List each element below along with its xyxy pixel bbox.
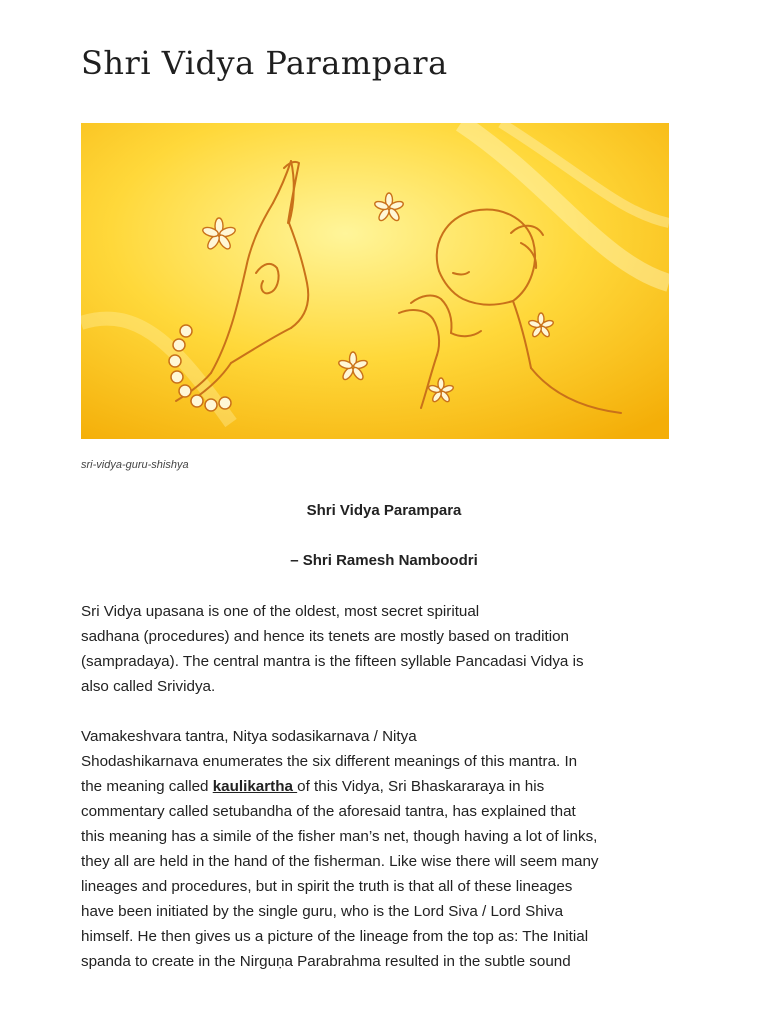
paragraph-line: this meaning has a simile of the fisher man’s net, though having a lot of links,	[81, 828, 598, 845]
kaulikartha-link[interactable]: kaulikartha	[212, 778, 298, 795]
paragraph-line: Vamakeshvara tantra, Nitya sodasikarnava / Nitya	[81, 728, 417, 745]
paragraph-line: spanda to create in the Nirguṇa Parabrahma resulted in the subtle sound	[81, 953, 571, 970]
paragraph-line: (sampradaya). The central mantra is the fifteen syllable Pancadasi Vidya is	[81, 653, 584, 670]
paragraph-line-with-link	[81, 774, 691, 799]
paragraph-line: commentary called setubandha of the aforesaid tantra, has explained that	[81, 803, 576, 820]
link-prefix-text: the meaning called	[81, 778, 213, 795]
article-author: – Shri Ramesh Namboodri	[290, 552, 478, 569]
guru-shishya-illustration	[81, 123, 669, 439]
image-caption: sri-vidya-guru-shishya	[81, 459, 189, 471]
paragraph-line: they all are held in the hand of the fisherman. Like wise there will seem many	[81, 853, 599, 870]
page-title: Shri Vidya Parampara	[81, 44, 448, 82]
paragraph-intro	[81, 599, 691, 699]
featured-image	[81, 123, 669, 439]
paragraph-line: Sri Vidya upasana is one of the oldest, most secret spiritual	[81, 603, 480, 620]
paragraph-line: himself. He then gives us a picture of the lineage from the top as: The Initial	[81, 928, 589, 945]
article-subtitle: Shri Vidya Parampara	[306, 502, 462, 519]
paragraph-line: Shodashikarnava enumerates the six different meanings of this mantra. In	[81, 753, 578, 770]
paragraph-line: also called Srividya.	[81, 678, 216, 695]
paragraph-line: have been initiated by the single guru, who is the Lord Siva / Lord Shiva	[81, 903, 564, 920]
paragraph-line: sadhana (procedures) and hence its tenets are mostly based on tradition	[81, 628, 569, 645]
image-background	[81, 123, 669, 439]
paragraph-meanings	[81, 724, 691, 974]
paragraph-line: lineages and procedures, but in spirit the truth is that all of these lineages	[81, 878, 573, 895]
link-suffix-text: of this Vidya, Sri Bhaskararaya in his	[297, 778, 545, 795]
